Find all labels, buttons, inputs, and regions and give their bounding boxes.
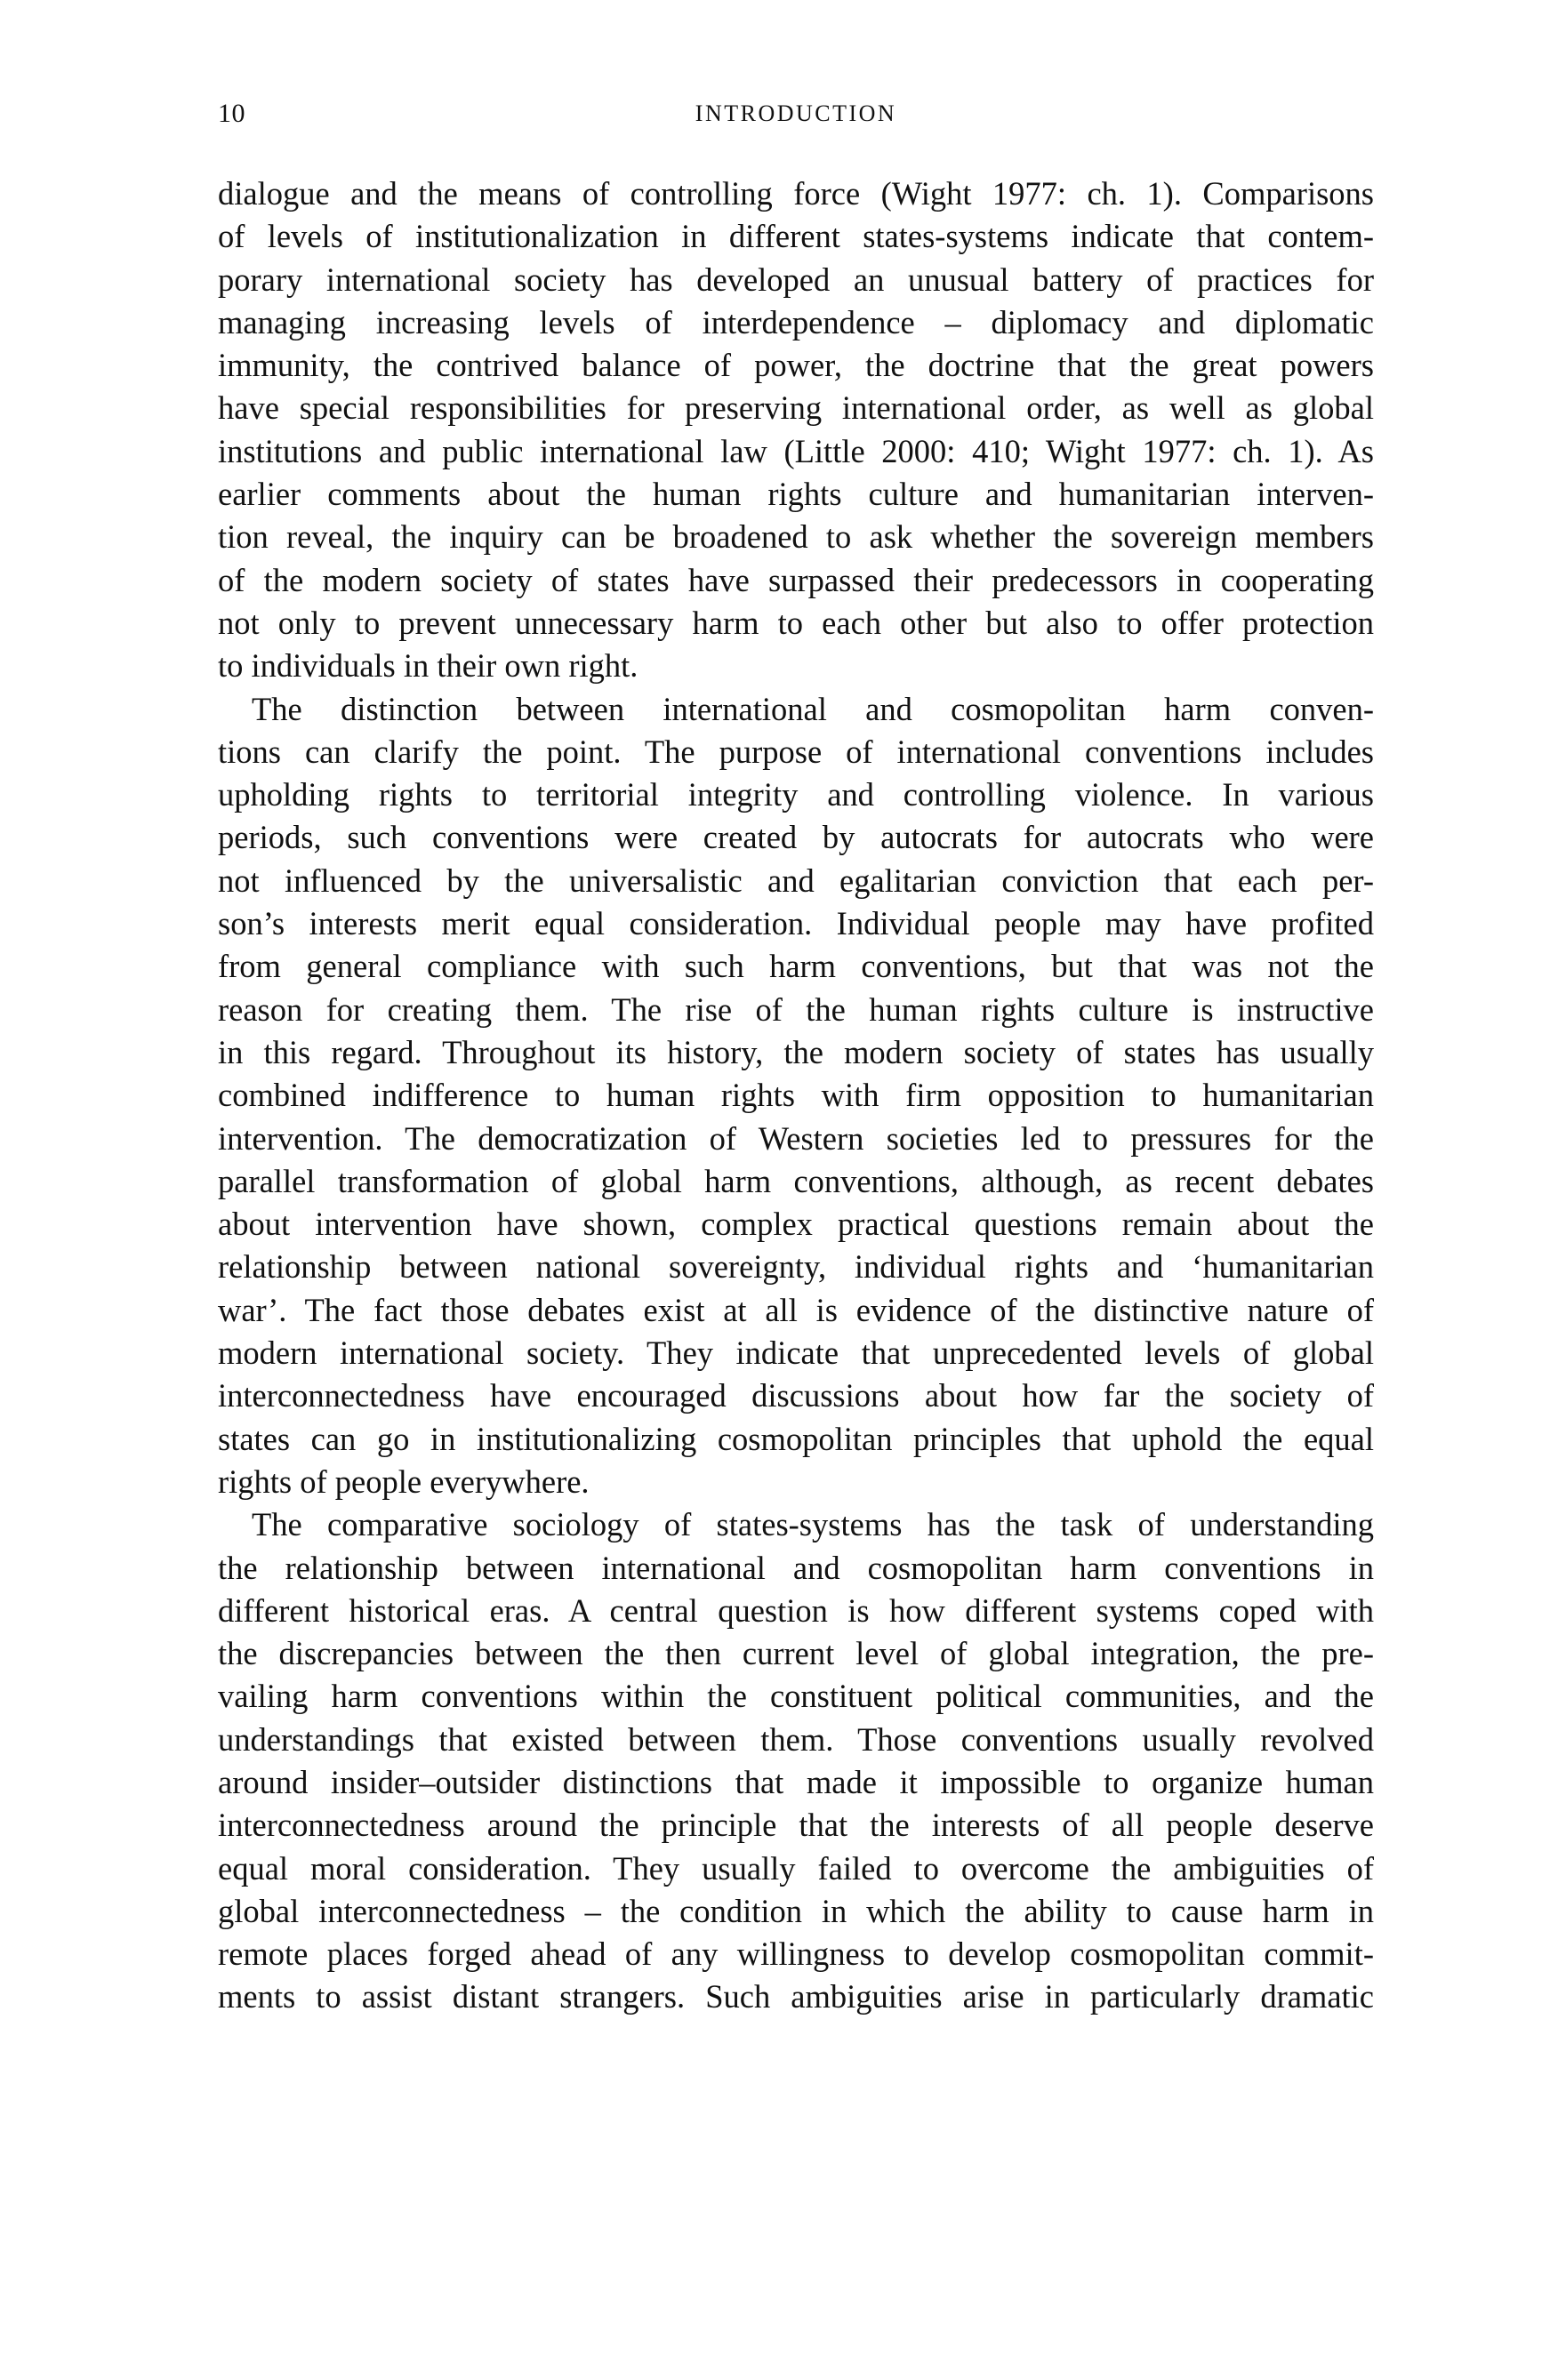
text-line: parallel transformation of global harm conventions, although, as recent debates bbox=[218, 1162, 1374, 1199]
text-line: The comparative sociology of states-systems has the task of understanding bbox=[252, 1506, 1374, 1543]
text-line: equal moral consideration. They usually failed to overcome the ambiguities of bbox=[218, 1849, 1374, 1887]
text-line: immunity, the contrived balance of power, the doctrine that the great powers bbox=[218, 347, 1374, 384]
text-line: remote places forged ahead of any willingness to develop cosmopolitan commit- bbox=[218, 1935, 1374, 1973]
text-line: not influenced by the universalistic and egalitarian conviction that each per- bbox=[218, 861, 1374, 899]
text-line: global interconnectedness – the condition in which the ability to cause harm in bbox=[218, 1892, 1374, 1929]
text-line: war’. The fact those debates exist at all is evidence of the distinctive nature of bbox=[218, 1291, 1374, 1328]
text-line: periods, such conventions were created by autocrats for autocrats who were bbox=[218, 819, 1374, 856]
text-line: to individuals in their own right. bbox=[218, 647, 638, 685]
text-line: not only to prevent unnecessary harm to each other but also to offer protection bbox=[218, 604, 1374, 641]
page-number: 10 bbox=[218, 99, 245, 128]
text-line: upholding rights to territorial integrity and controlling violence. In various bbox=[218, 776, 1374, 813]
text-line: intervention. The democratization of Western societies led to pressures for the bbox=[218, 1119, 1374, 1157]
text-line: interconnectedness around the principle that the interests of all people deserve bbox=[218, 1807, 1374, 1844]
text-line: interconnectedness have encouraged discussions about how far the society of bbox=[218, 1377, 1374, 1414]
paragraph-3 bbox=[218, 1503, 1374, 2019]
text-line: combined indifference to human rights with firm opposition to humanitarian bbox=[218, 1077, 1374, 1114]
text-line: vailing harm conventions within the constituent political communities, and the bbox=[218, 1678, 1374, 1715]
paragraph-1 bbox=[218, 172, 1374, 688]
text-line: earlier comments about the human rights culture and humanitarian interven- bbox=[218, 476, 1374, 513]
text-line: different historical eras. A central question is how different systems coped with bbox=[218, 1591, 1374, 1629]
text-line: the discrepancies between the then current level of global integration, the pre- bbox=[218, 1635, 1374, 1672]
text-line: understandings that existed between them. Those conventions usually revolved bbox=[218, 1720, 1374, 1758]
text-line: tion reveal, the inquiry can be broadened to ask whether the sovereign members bbox=[218, 518, 1374, 556]
text-line: managing increasing levels of interdependence – diplomacy and diplomatic bbox=[218, 303, 1374, 341]
text-line: institutions and public international law (Little 2000: 410; Wight 1977: ch. 1). As bbox=[218, 432, 1374, 469]
text-line: the relationship between international and cosmopolitan harm conventions in bbox=[218, 1549, 1374, 1586]
text-line: in this regard. Throughout its history, the modern society of states has usually bbox=[218, 1033, 1374, 1070]
text-line: modern international society. They indicate that unprecedented levels of global bbox=[218, 1334, 1374, 1372]
text-line: ments to assist distant strangers. Such ambiguities arise in particularly dramatic bbox=[218, 1978, 1374, 2015]
text-line: have special responsibilities for preserving international order, as well as global bbox=[218, 389, 1374, 427]
running-head bbox=[218, 96, 1374, 132]
text-line: about intervention have shown, complex practical questions remain about the bbox=[218, 1206, 1374, 1243]
text-line: of levels of institutionalization in different states-systems indicate that contem- bbox=[218, 218, 1374, 255]
text-line: dialogue and the means of controlling force (Wight 1977: ch. 1). Comparisons bbox=[218, 175, 1374, 212]
body-text bbox=[218, 172, 1374, 2019]
text-line: son’s interests merit equal consideration. Individual people may have profited bbox=[218, 905, 1374, 942]
running-title: INTRODUCTION bbox=[695, 100, 897, 126]
text-line: from general compliance with such harm conventions, but that was not the bbox=[218, 948, 1374, 985]
text-line: states can go in institutionalizing cosmopolitan principles that uphold the equal bbox=[218, 1420, 1374, 1457]
text-line: porary international society has developed an unusual battery of practices for bbox=[218, 260, 1374, 298]
text-line: of the modern society of states have surpassed their predecessors in cooperating bbox=[218, 561, 1374, 598]
text-line: rights of people everywhere. bbox=[218, 1462, 590, 1500]
text-line: The distinction between international and cosmopolitan harm conven- bbox=[252, 690, 1374, 727]
text-line: tions can clarify the point. The purpose of international conventions includes bbox=[218, 733, 1374, 770]
paragraph-2 bbox=[218, 688, 1374, 1504]
text-line: relationship between national sovereignty, individual rights and ‘humanitarian bbox=[218, 1248, 1374, 1286]
text-line: reason for creating them. The rise of the human rights culture is instructive bbox=[218, 990, 1374, 1028]
text-line: around insider–outsider distinctions that made it impossible to organize human bbox=[218, 1763, 1374, 1800]
